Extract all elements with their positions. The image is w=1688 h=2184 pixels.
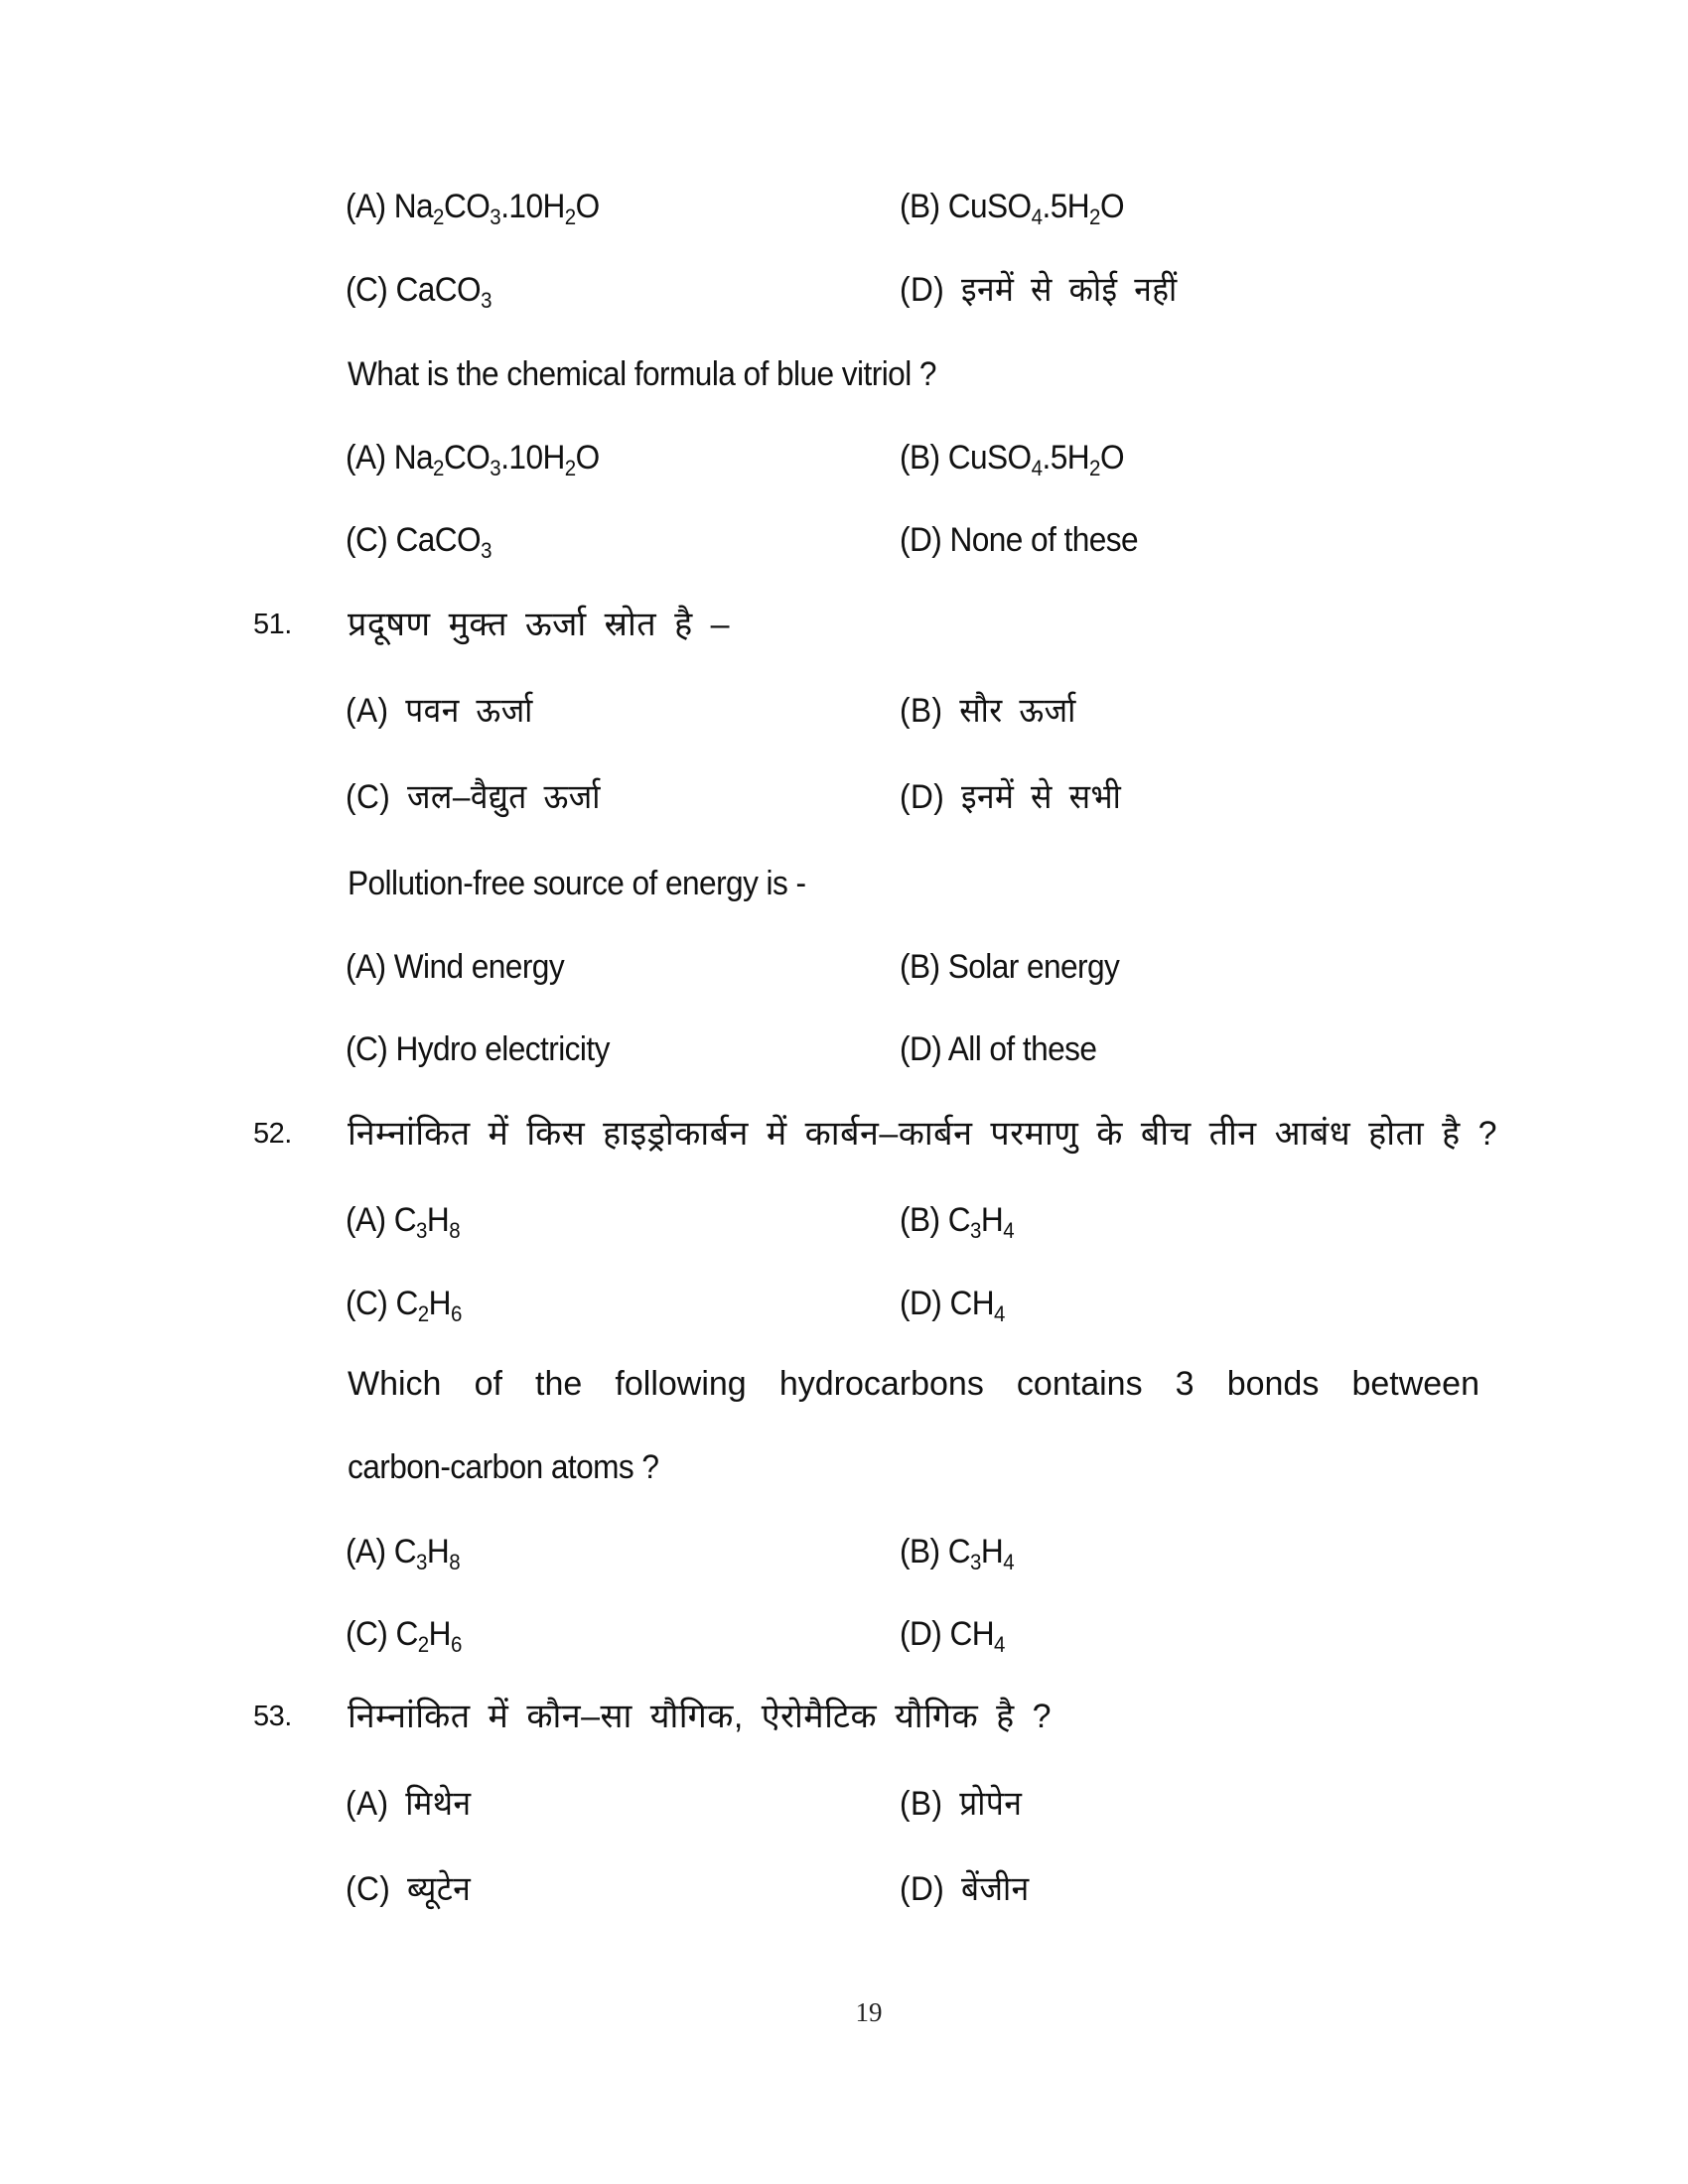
- q51-english-option-b: [900, 942, 1119, 992]
- option-label: (C): [346, 271, 396, 309]
- q52-english-question-line-2: carbon-carbon atoms ?: [348, 1448, 659, 1486]
- subscript: 2: [564, 456, 576, 480]
- q51-hindi-option-d: [900, 772, 1121, 822]
- q52-english-option-c: [346, 1609, 462, 1659]
- subscript: 2: [1089, 456, 1100, 480]
- q51-english-option-a: [346, 942, 564, 992]
- q51-number: 51.: [253, 609, 292, 640]
- q52-hindi-question: निम्नांकित में किस हाइड्रोकार्बन में कार्बन–कार्बन परमाणु के बीच तीन आबंध होता है ?: [348, 1115, 1498, 1153]
- option-text: O: [575, 439, 600, 477]
- option-text: C: [395, 1285, 418, 1322]
- q53-hindi-option-d: [900, 1864, 1030, 1914]
- subscript: 4: [1003, 1550, 1015, 1574]
- option-text: इनमें से कोई नहीं: [960, 271, 1178, 309]
- q53-hindi-option-b: [900, 1779, 1022, 1829]
- option-text: C: [947, 1201, 970, 1239]
- option-label: (B): [900, 188, 948, 225]
- q50-english-option-b: [900, 433, 1124, 482]
- option-label: (B): [900, 1201, 948, 1239]
- option-text: बेंजीन: [960, 1870, 1030, 1908]
- q52-hindi-option-c: [346, 1279, 462, 1328]
- subscript: 3: [481, 288, 492, 313]
- q51-english-option-c: [346, 1024, 610, 1074]
- option-text: जल–वैद्युत ऊर्जा: [406, 778, 601, 816]
- option-text: पवन ऊर्जा: [405, 692, 533, 730]
- subscript: 3: [490, 205, 501, 229]
- option-text: .5H: [1042, 439, 1090, 477]
- subscript: 2: [417, 1301, 429, 1326]
- q52-number: 52.: [253, 1118, 292, 1150]
- subscript: 3: [415, 1218, 427, 1243]
- option-text: H: [426, 1533, 450, 1570]
- option-text: CuSO: [947, 188, 1032, 225]
- subscript: 3: [415, 1550, 427, 1574]
- option-label: (D): [900, 1030, 948, 1068]
- option-label: (B): [900, 692, 960, 730]
- option-label: (A): [346, 1533, 394, 1570]
- q53-number: 53.: [253, 1701, 292, 1732]
- option-text: All of these: [947, 1030, 1097, 1068]
- option-text: CuSO: [947, 439, 1032, 477]
- option-label: (C): [346, 521, 396, 559]
- option-text: H: [428, 1615, 451, 1653]
- q53-hindi-option-c: [346, 1864, 471, 1914]
- option-label: (D): [900, 778, 961, 816]
- option-label: (C): [346, 1285, 396, 1322]
- option-text: H: [428, 1285, 451, 1322]
- q51-hindi-question: प्रदूषण मुक्त ऊर्जा स्रोत है –: [348, 606, 730, 643]
- option-text: C: [947, 1533, 970, 1570]
- q52-hindi-option-b: [900, 1195, 1014, 1245]
- option-label: (B): [900, 948, 948, 986]
- option-text: CaCO: [395, 271, 482, 309]
- q50-english-option-d: [900, 515, 1138, 565]
- option-text: H: [426, 1201, 450, 1239]
- option-text: CaCO: [395, 521, 482, 559]
- subscript: 4: [1031, 456, 1043, 480]
- option-text: ब्यूटेन: [406, 1870, 472, 1908]
- q52-english-option-d: [900, 1609, 1005, 1659]
- option-text: H: [980, 1533, 1004, 1570]
- option-text: H: [980, 1201, 1004, 1239]
- subscript: 4: [994, 1301, 1005, 1326]
- option-label: (A): [346, 948, 394, 986]
- option-label: (D): [900, 1285, 950, 1322]
- subscript: 6: [450, 1632, 462, 1657]
- subscript: 2: [433, 205, 444, 229]
- option-label: (B): [900, 1533, 948, 1570]
- option-text: प्रोपेन: [959, 1785, 1023, 1823]
- option-label: (B): [900, 439, 948, 477]
- option-label: (C): [346, 778, 407, 816]
- option-text: O: [1099, 439, 1125, 477]
- q51-hindi-option-b: [900, 686, 1076, 736]
- option-label: (D): [900, 521, 950, 559]
- option-text: O: [575, 188, 600, 225]
- q52-english-question-line-1: Which of the following hydrocarbons contains 3 bonds between: [348, 1365, 1479, 1403]
- q50-hindi-option-c: [346, 265, 492, 315]
- q52-hindi-option-a: [346, 1195, 460, 1245]
- option-text: सौर ऊर्जा: [959, 692, 1076, 730]
- subscript: 2: [433, 456, 444, 480]
- option-label: (B): [900, 1785, 960, 1823]
- q53-hindi-question: निम्नांकित में कौन–सा यौगिक, ऐरोमैटिक यौगिक है ?: [348, 1698, 1053, 1735]
- option-text: O: [1099, 188, 1125, 225]
- option-label: (A): [346, 188, 394, 225]
- option-label: (D): [900, 271, 961, 309]
- subscript: 4: [1031, 205, 1043, 229]
- option-text: CH: [949, 1285, 995, 1322]
- option-label: (C): [346, 1870, 407, 1908]
- option-text: CO: [443, 188, 491, 225]
- subscript: 8: [449, 1218, 461, 1243]
- subscript: 6: [450, 1301, 462, 1326]
- option-text: CH: [949, 1615, 995, 1653]
- q50-english-option-a: [346, 433, 600, 482]
- q50-english-question: What is the chemical formula of blue vitriol ?: [348, 355, 936, 393]
- q51-english-option-d: [900, 1024, 1096, 1074]
- page-number: 19: [855, 1997, 883, 2027]
- q50-hindi-option-b: [900, 182, 1124, 231]
- option-text: Hydro electricity: [395, 1030, 610, 1068]
- subscript: 3: [969, 1550, 981, 1574]
- option-label: (A): [346, 692, 406, 730]
- q52-hindi-option-d: [900, 1279, 1005, 1328]
- q51-hindi-option-a: [346, 686, 533, 736]
- subscript: 2: [417, 1632, 429, 1657]
- option-text: Na: [393, 439, 434, 477]
- subscript: 4: [1003, 1218, 1015, 1243]
- q50-english-option-c: [346, 515, 492, 565]
- q51-english-question: Pollution-free source of energy is -: [348, 865, 806, 902]
- option-text: .5H: [1042, 188, 1090, 225]
- option-text: C: [395, 1615, 418, 1653]
- option-text: CO: [443, 439, 491, 477]
- option-text: Wind energy: [393, 948, 565, 986]
- subscript: 8: [449, 1550, 461, 1574]
- q53-hindi-option-a: [346, 1779, 471, 1829]
- option-text: C: [393, 1201, 416, 1239]
- option-label: (C): [346, 1030, 396, 1068]
- q50-hindi-option-d: [900, 265, 1178, 315]
- subscript: 2: [564, 205, 576, 229]
- q51-hindi-option-c: [346, 772, 601, 822]
- option-label: (A): [346, 439, 394, 477]
- subscript: 3: [481, 538, 492, 563]
- q50-hindi-option-a: [346, 182, 600, 231]
- option-text: C: [393, 1533, 416, 1570]
- subscript: 3: [490, 456, 501, 480]
- subscript: 3: [969, 1218, 981, 1243]
- subscript: 2: [1089, 205, 1100, 229]
- q52-english-option-b: [900, 1527, 1014, 1576]
- option-text: .10H: [500, 439, 565, 477]
- q52-english-option-a: [346, 1527, 460, 1576]
- option-label: (C): [346, 1615, 396, 1653]
- option-text: None of these: [949, 521, 1139, 559]
- option-label: (D): [900, 1615, 950, 1653]
- option-text: इनमें से सभी: [960, 778, 1122, 816]
- option-text: Na: [393, 188, 434, 225]
- option-text: Solar energy: [947, 948, 1120, 986]
- option-label: (A): [346, 1785, 406, 1823]
- option-text: मिथेन: [405, 1785, 472, 1823]
- option-label: (A): [346, 1201, 394, 1239]
- option-label: (D): [900, 1870, 961, 1908]
- option-text: .10H: [500, 188, 565, 225]
- subscript: 4: [994, 1632, 1005, 1657]
